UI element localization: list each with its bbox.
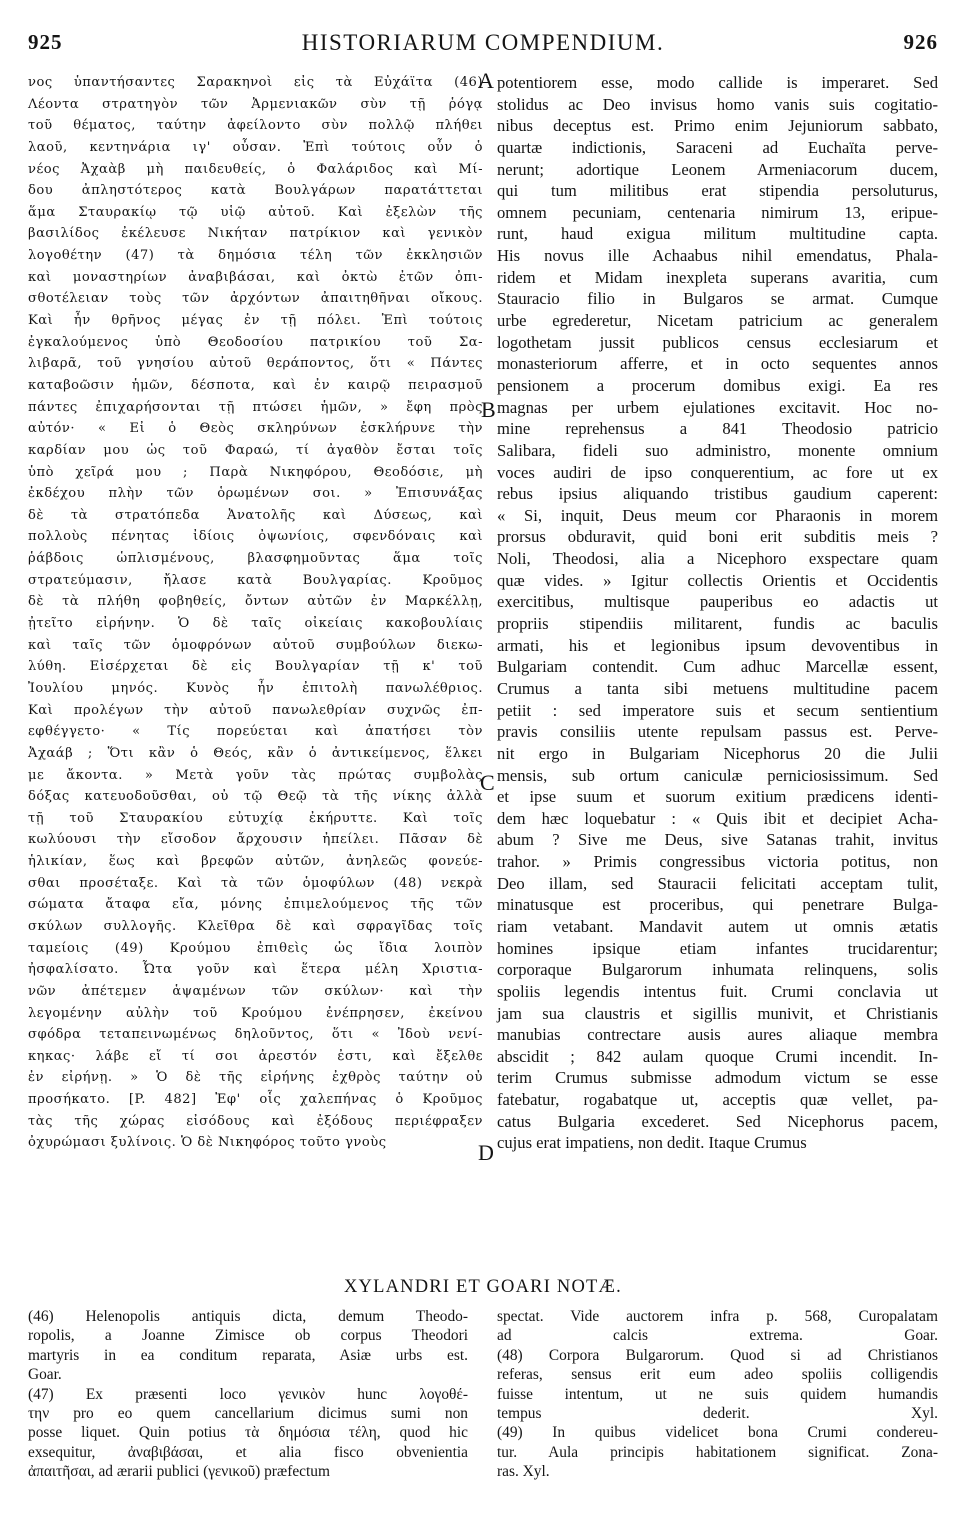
latin-text-line: prorsus obduravit, quid boni erit subditis meis ? [497, 527, 938, 547]
latin-text-line: urbe egrederetur, Nicetam patricium ac generalem [497, 311, 938, 331]
greek-text-line: νος ὑπαντήσαντες Σαρακηνοὶ εἰς τὰ Εὐχάϊτα (46) [28, 75, 483, 90]
latin-text-line: abum ? Sive me Deus, sive Satanas trahit, invitus [497, 830, 938, 850]
latin-text-line: ridem et Midam inexpleta superans avaritia, cum [497, 267, 938, 287]
note-line: (49) In quibus videlicet bona Crumi condereu- [497, 1424, 938, 1442]
latin-text-line: armati, his et legionibus ipsum devoventibus in [497, 635, 938, 655]
note-line: την pro eo quem cancellarium dicimus sumi non [28, 1404, 468, 1422]
latin-text-line: spoliis legendis intentus fuit. Crumi conclavia ut [497, 981, 938, 1001]
greek-text-line: καὶ μοναστηρίων ἀναβιβάσαι, καὶ ὀκτὼ ἐτῶν ὀπι- [28, 269, 483, 285]
greek-text-line: ὑπὸ χεῖρά μου ; Παρὰ Νικηφόρου, Θεοδόσιε, μὴ [28, 464, 483, 480]
latin-text-line: riam vetabant. Mandavit autem ut omnis ætatis [497, 916, 938, 936]
note-line: Goar. [28, 1366, 62, 1384]
greek-text-line: καὶ ταῖς τῶν ὁμοφρόνων αὐτοῦ συμβούλων διεκω- [28, 637, 483, 653]
greek-text-line: εφθέγγετο· « Τίς πορεύεται καὶ ἀπατήσει τὸν [28, 724, 483, 740]
greek-text-line: λύθη. Εἰσέρχεται δὲ εἰς Βουλγαρίαν τῇ κ' τοῦ [28, 659, 483, 675]
greek-text-line: πολλοὺς πένητας ἰδίοις ὀψωνίοις, σφενδόναις καὶ [28, 529, 483, 545]
note-line: martyris in ea conditum reparata, Asiæ urbs est. [28, 1346, 468, 1364]
latin-text-line: His novus ille Achaabus nihil emendatus, Phala- [497, 246, 938, 266]
greek-text-line: με ἄκοντα. » Μετὰ γοῦν τὰς πρώτας συμβολὰς [28, 767, 483, 783]
note-line: referas, sensus erit eum adeo spoliis colligendis [497, 1366, 938, 1384]
greek-text-line: Ἰουλίου μηνός. Κυνὸς ἦν ἐπιτολὴ πανωλέθριος. [28, 680, 483, 696]
greek-text-line: ὀχυρώμασι ξυλίνοις. Ὁ δὲ Νικηφόρος τοῦτο γνοὺς [28, 1135, 387, 1151]
greek-text-column [28, 72, 483, 1154]
latin-text-line: magnas per urbem ejulationes excitavit. Hoc no- [497, 397, 938, 417]
note-line: ad calcis extrema. Goar. [497, 1327, 938, 1345]
latin-text-line: Deo illam, sed Stauracii felicitati acceptam tulit, [497, 873, 938, 893]
greek-text-line: τοῦ θέματος, ταύτην ἀφείλοντο σὺν πολλῷ πλήθει [28, 118, 483, 134]
note-line: (48) Corpora Bulgarorum. Quod si ad Christianos [497, 1346, 938, 1364]
note-line: (47) Ex præsenti loco γενικὸν hunc λογοθέ- [28, 1385, 468, 1403]
greek-text-line: ᾐτεῖτο εἰρήνην. Ὁ δὲ ταῖς οἰκείαις κακοβουλίαις [28, 616, 483, 632]
greek-text-line: τὰς τῆς χώρας εἰσόδους καὶ ἐξόδους περιέφραξεν [28, 1113, 483, 1129]
section-marker-a: A [478, 68, 494, 93]
note-line: posse liquet. Quin potius τὰ δημόσια τέλη, quod hic [28, 1424, 468, 1442]
latin-text-line: fatebatur, rogabatque ut, acceptis quæ vellet, pa- [497, 1090, 938, 1110]
greek-text-line: καρδίαν μου ὡς τοῦ Φαραώ, τί ἀγαθὸν ἔσται τοῖς [28, 442, 483, 458]
latin-text-line: nibus deceptus est. Primo enim Jejuniorum sabbato, [497, 116, 938, 136]
greek-text-line: νῶν ἀπέτεμεν ἁψαμένων τῶν σκύλων· καὶ τὴν [28, 983, 483, 999]
latin-text-line: catus Bulgaria excederet. Sed Nicephorus pacem, [497, 1111, 938, 1131]
latin-text-line: mensis, sub ortum caniculæ perniciosissimum. Sed [497, 765, 938, 785]
latin-text-line: exercitibus, multisque pauperibus eo adactis ut [497, 592, 938, 612]
section-marker-c: C [480, 770, 495, 795]
latin-text-line: pravis consiliis utente repulsam passus est. Perve- [497, 722, 938, 742]
latin-text-line: « Si, inquit, Deus meum cor Pharaonis in morem [497, 505, 938, 525]
latin-text-line: rebus ipsius aliquando tristibus gaudium caperent: [497, 484, 938, 504]
greek-text-line: λεγομένην αὐλὴν τοῦ Κρούμου ἐνέπρησεν, ἐκείνου [28, 1005, 483, 1021]
latin-text-line: propriis stipendiis militarent, fundis ac baculis [497, 614, 938, 634]
greek-text-line: ῥάβδοις ὡπλισμένους, βλασφημοῦντας ἅμα τοῖς [28, 551, 483, 567]
latin-text-line: corporaque Bulgarorum inhumata relinquens, solis [497, 960, 938, 980]
latin-text-line: stolidus ac Deo invisus homo vanis suis cogitatio- [497, 94, 938, 114]
latin-text-line: Salibara, fideli suo administro, monente omnium [497, 440, 938, 460]
note-line: fuisse intentum, ut ne suis quidem humandis [497, 1385, 938, 1403]
latin-text-line: pensionem a procerum domibus exigi. Ea res [497, 375, 938, 395]
greek-text-line: ἅμα Σταυρακίῳ τῷ υἱῷ αὐτοῦ. Καὶ ἐξελὼν τῆς [28, 204, 483, 220]
greek-text-line: λογοθέτην (47) τὰ δημόσια τέλη τῶν ἐκκλησιῶν [28, 248, 483, 264]
greek-text-line: σώματα ἄταφα εἴα, μόνης ἐπιμελούμενος τῆς τῶν [28, 897, 483, 913]
latin-text-line: runt, haud exigua militum multitudine capta. [497, 224, 938, 244]
greek-text-line: νέος Ἀχαὰβ μὴ παιδευθείς, ὁ Φαλάριδος καὶ Μί- [28, 161, 483, 177]
latin-text-line: terim Crumus submisse admodum victum se esse [497, 1068, 938, 1088]
notes-left-column [28, 1307, 468, 1482]
notes-right-column [497, 1307, 938, 1482]
latin-text-column [497, 72, 938, 1154]
running-title: HISTORIARUM COMPENDIUM. [301, 30, 665, 55]
page-number-left: 925 [28, 30, 63, 54]
greek-text-line: ἐν εἰρήνῃ. » Ὁ δὲ τῆς εἰρήνης ἐχθρὸς ταύτην οὐ [28, 1070, 483, 1086]
latin-text-line: mine reprehensus a 841 Theodosio patricio [497, 419, 938, 439]
greek-text-line: δὲ τὰ πλήθη φοβηθείς, ὄντων αὐτῶν ἐν Μαρκέλλῃ, [28, 594, 483, 610]
greek-text-line: σφόδρα τεταπεινωμένως δηλοῦντος, ὅτι « Ἰδοὺ νενί- [28, 1027, 483, 1043]
note-line: exsequitur, ἀναβιβάσαι, et alia fisco obvenientia [28, 1443, 468, 1461]
page-number-right: 926 [903, 30, 938, 54]
latin-text-line: monasteriorum afferre, et in octo sequentes annos [497, 354, 938, 374]
note-line: spectat. Vide auctorem infra p. 568, Curopalatam [497, 1308, 938, 1325]
note-line: ropolis, a Joanne Zimisce ob corpus Theodori [28, 1327, 468, 1345]
latin-text-line: qui tum militibus erat stipendia persoluturus, [497, 181, 938, 201]
latin-text-line: minatusque est proceribus, qui penetrare Bulga- [497, 895, 938, 915]
note-line: ἀπαιτῆσαι, ad ærarii publici (γενικοῦ) præfectum [28, 1463, 330, 1481]
greek-text-line: Καὶ προλέγων τὴν αὐτοῦ πανωλεθρίαν συχνῶς ἐπ- [28, 702, 483, 718]
page-header [28, 30, 938, 64]
greek-text-line: καταβοῶσιν ἡμῶν, δέσποτα, καὶ ἐν καιρῷ πειρασμοῦ [28, 377, 483, 393]
greek-text-line: πάντες ἐπιχαρήσονται τῇ πτώσει ἡμῶν, » ἔφη πρὸς [28, 399, 483, 415]
greek-text-line: Καὶ ἦν θρῆνος μέγας ἐν τῇ πόλει. Ἐπὶ τούτοις [28, 313, 483, 329]
latin-text-line: homines ipsique etiam infantes trucidarentur; [497, 938, 938, 958]
greek-text-line: Λέοντα στρατηγὸν τῶν Ἀρμενιακῶν σὺν τῇ ῥόγᾳ [28, 96, 483, 112]
latin-text-line: nit ergo in Bulgariam Nicephorus 20 die Julii [497, 743, 938, 763]
greek-text-line: στρατεύμασιν, ἤλασε κατὰ Βουλγαρίας. Κροῦμος [28, 572, 483, 588]
latin-text-line: cujus erat impatiens, non dedit. Itaque Crumus [497, 1133, 807, 1153]
greek-text-line: σκύλων συλλογῆς. Κλεῖθρα δὲ καὶ σφραγῖδας τοῖς [28, 918, 483, 934]
note-line: ras. Xyl. [497, 1463, 550, 1481]
latin-text-line: Noli, Theodosi, alia a Nicephoro exspectare quam [497, 549, 938, 569]
greek-text-line: δόξας κατευοδοῦσθαι, οὐ τῷ Θεῷ τὰ τῆς νίκης ἀλλὰ [28, 789, 483, 805]
greek-text-line: κωλύουσι τὴν εἴσοδον ἄρχουσιν ἠπείλει. Πᾶσαν δὲ [28, 832, 483, 848]
section-marker-d: D [478, 1140, 494, 1165]
latin-text-line: potentiorem esse, modo callide is imperaret. Sed [497, 73, 938, 92]
latin-text-line: manubias contrectare ausis aures aliaque membra [497, 1025, 938, 1045]
latin-text-line: Crumus a tanta sibi metuens multitudine pacem [497, 678, 938, 698]
greek-text-line: κηκας· λάβε εἴ τί σοι ἀρεστόν ἐστι, καὶ ἔξελθε [28, 1048, 483, 1064]
latin-text-line: trahor. » Primis congressibus victoria potitus, non [497, 852, 938, 872]
greek-text-line: τῇ τοῦ Σταυρακίου εὐτυχίᾳ ἐκήρυττε. Καὶ τοῖς [28, 810, 483, 826]
greek-text-line: ἠσφαλίσατο. Ὦτα γοῦν καὶ ἕτερα μέλη Χριστια- [28, 962, 483, 978]
latin-text-line: jam sua claustris et sigillis munivit, et Christianis [497, 1003, 938, 1023]
greek-text-line: δὲ τὰ στρατόπεδα Ἀνατολῆς καὶ Δύσεως, καὶ [28, 507, 483, 523]
latin-text-line: abscidit ; 842 aulam quoque Crumi incendit. In- [497, 1046, 938, 1066]
greek-text-line: λιβαρᾶ, τοῦ γνησίου αὐτοῦ θεράποντος, ὅτι « Πάντες [28, 356, 483, 372]
notes-title: XYLANDRI ET GOARI NOTÆ. [343, 1277, 623, 1297]
greek-text-line: σθοτέλειαν τοὺς τῶν ἀρχόντων ἀπαιτηθῆναι οἴκους. [28, 291, 483, 307]
latin-text-line: quartæ indictionis, Saraceni ad Euchaïta perve- [497, 137, 938, 157]
latin-text-line: quæ vides. » Igitur collectis Orientis et Occidentis [497, 570, 938, 590]
greek-text-line: ταμείοις (49) Κρούμου ἐπιθεὶς ὡς ἴδια λοιπὸν [28, 940, 483, 956]
latin-text-line: voces audiri de ipso conquerentium, ac fore ut ex [497, 462, 938, 482]
section-marker-b: B [481, 397, 496, 422]
latin-text-line: dem hæc loquebatur : « Quis ibit et decipiet Acha- [497, 808, 938, 828]
greek-text-line: δου ἀπληστότερος κατὰ Βουλγάρων παρατάττεται [28, 183, 483, 199]
latin-text-line: logothetam jussit publicos census ecclesiarum et [497, 332, 938, 352]
greek-text-line: ἡλικίαν, ἕως καὶ βρεφῶν αὐτῶν, ἀνηλεῶς φονεύε- [28, 854, 483, 870]
greek-text-line: βασιλίδος ἐκέλευσε Νικήταν πατρίκιον καὶ γενικὸν [28, 226, 483, 242]
greek-text-line: προσήκατο. [P. 482] Ἐφ' οἷς χαλεπήνας ὁ Κροῦμος [28, 1092, 483, 1108]
note-line: tempus dederit. Xyl. [497, 1404, 938, 1422]
greek-text-line: ἐκδέχου πλὴν τῶν ὁρωμένων σοι. » Ἐπισυνάξας [28, 486, 483, 502]
note-line: tur. Aula principis habitationem significat. Zona- [497, 1443, 938, 1461]
greek-text-line: Ἀχαάβ ; Ὅτι κἂν ὁ Θεός, κἂν ὁ ἀντικείμενος, ἕλκει [28, 745, 483, 761]
latin-text-line: Bulgariam contendit. Cum adhuc Marcellæ essent, [497, 657, 938, 677]
latin-text-line: petiit : sed imperatore suis et secum sentientium [497, 700, 938, 720]
latin-text-line: Stauracio filio in Bulgaros se armat. Cumque [497, 289, 938, 309]
latin-text-line: omnem pecuniam, centenaria nimirum 13, eripue- [497, 202, 938, 222]
greek-text-line: λαοῦ, κεντηνάρια ιγ' οὖσαν. Ἐπὶ τούτοις οὖν ὁ [28, 139, 483, 155]
greek-text-line: ἐγκαλούμενος ὑπὸ Θεοδοσίου πατρικίου τοῦ Σα- [28, 334, 483, 350]
greek-text-line: αὐτόν· « Εἰ ὁ Θεὸς σκληρύνων ἐσκλήρυνε τὴν [28, 421, 483, 437]
note-line: (46) Helenopolis antiquis dicta, demum Theodo- [28, 1308, 468, 1325]
latin-text-line: nerunt; adortique Leonem Armeniacorum ducem, [497, 159, 938, 179]
latin-text-line: et ipse suum et suorum exitium prædicens identi- [497, 787, 938, 807]
greek-text-line: σθαι προσέταξε. Καὶ τὰ τῶν ὁμοφύλων (48) νεκρὰ [28, 875, 483, 891]
